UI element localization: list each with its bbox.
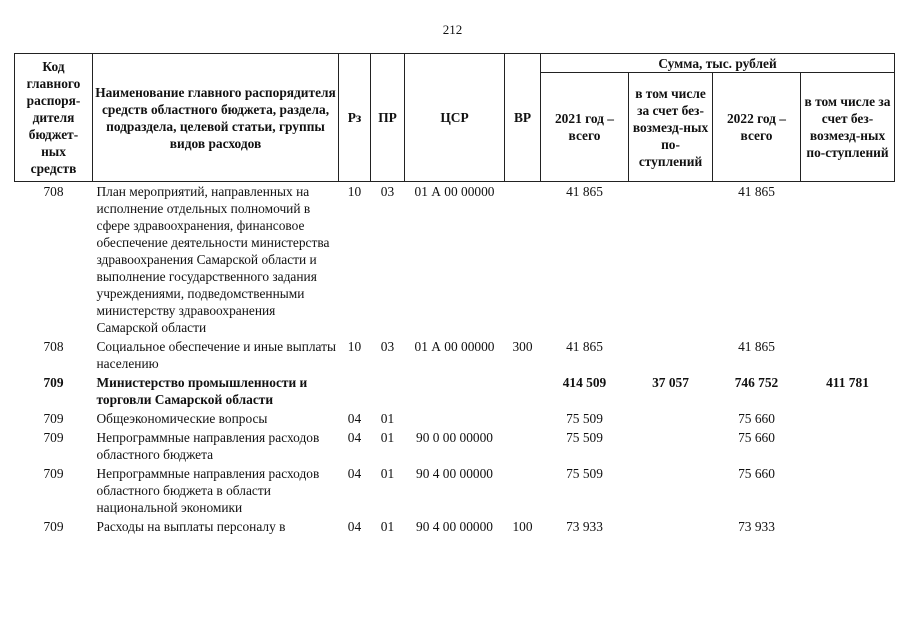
header-sum: Сумма, тыс. рублей bbox=[541, 54, 895, 73]
cell-2021-free bbox=[629, 516, 713, 535]
cell-2021-free bbox=[629, 336, 713, 372]
cell-csr: 90 0 00 00000 bbox=[416, 430, 493, 445]
cell-vr bbox=[505, 427, 541, 463]
table-row bbox=[15, 516, 895, 535]
cell-pr: 01 bbox=[380, 411, 395, 426]
cell-2022-total: 41 865 bbox=[738, 339, 775, 354]
cell-name: Непрограммные направления расходов областного бюджета bbox=[96, 430, 320, 462]
cell-pr: 03 bbox=[380, 339, 395, 354]
cell-2022-total: 41 865 bbox=[738, 184, 775, 199]
header-pr: ПР bbox=[371, 54, 405, 182]
cell-2022-free bbox=[801, 408, 895, 427]
cell-rz bbox=[339, 372, 371, 408]
cell-2022-free bbox=[801, 463, 895, 516]
header-name: Наименование главного распорядителя средств областного бюджета, раздела, подраздела, целевой статьи, группы видов расходов bbox=[93, 54, 339, 182]
cell-2021-total: 73 933 bbox=[566, 519, 603, 534]
cell-2022-total: 75 660 bbox=[738, 430, 775, 445]
header-2021-total: 2021 год – всего bbox=[541, 73, 629, 182]
table-row bbox=[15, 372, 895, 408]
cell-2021-total: 41 865 bbox=[566, 184, 603, 199]
cell-2022-free bbox=[801, 182, 895, 337]
cell-code: 709 bbox=[43, 466, 64, 481]
cell-rz: 10 bbox=[347, 184, 362, 199]
cell-2021-free bbox=[629, 182, 713, 337]
cell-vr: 300 bbox=[512, 339, 533, 354]
cell-name: Социальное обеспечение и иные выплаты населению bbox=[96, 339, 337, 371]
cell-rz: 04 bbox=[347, 430, 362, 445]
cell-2021-total: 75 509 bbox=[566, 466, 603, 481]
cell-2022-free bbox=[801, 516, 895, 535]
cell-2021-total: 75 509 bbox=[566, 411, 603, 426]
cell-rz: 04 bbox=[347, 519, 362, 534]
header-2022-total: 2022 год – всего bbox=[713, 73, 801, 182]
cell-2022-total: 73 933 bbox=[738, 519, 775, 534]
cell-2021-free: 37 057 bbox=[652, 375, 689, 390]
table-row bbox=[15, 336, 895, 372]
page-number: 212 bbox=[442, 22, 463, 37]
header-vr: ВР bbox=[505, 54, 541, 182]
cell-code: 709 bbox=[43, 519, 64, 534]
cell-csr bbox=[405, 408, 505, 427]
cell-vr bbox=[505, 408, 541, 427]
cell-csr: 90 4 00 00000 bbox=[416, 466, 493, 481]
cell-pr bbox=[371, 372, 405, 408]
cell-code: 708 bbox=[43, 184, 64, 199]
cell-2021-total: 75 509 bbox=[566, 430, 603, 445]
header-code: Код главного распоря-дителя бюджет-ных средств bbox=[15, 54, 93, 182]
cell-pr: 01 bbox=[380, 519, 395, 534]
header-2021-free: в том числе за счет без-возмезд-ных по-ступлений bbox=[629, 73, 713, 182]
header-csr: ЦСР bbox=[405, 54, 505, 182]
cell-csr: 90 4 00 00000 bbox=[416, 519, 493, 534]
cell-2021-free bbox=[629, 463, 713, 516]
cell-vr bbox=[505, 463, 541, 516]
table-row bbox=[15, 408, 895, 427]
cell-name: Непрограммные направления расходов областного бюджета в области национальной экономики bbox=[96, 466, 320, 515]
cell-vr: 100 bbox=[512, 519, 533, 534]
cell-name: Министерство промышленности и торговли Самарской области bbox=[96, 375, 308, 407]
header-2022-free: в том числе за счет без-возмезд-ных по-ступлений bbox=[801, 73, 895, 182]
table-header bbox=[15, 54, 895, 182]
cell-code: 708 bbox=[43, 339, 64, 354]
cell-csr: 01 А 00 00000 bbox=[414, 184, 495, 199]
cell-pr: 01 bbox=[380, 430, 395, 445]
cell-2021-total: 41 865 bbox=[566, 339, 603, 354]
table-row bbox=[15, 427, 895, 463]
cell-rz: 04 bbox=[347, 466, 362, 481]
header-rz: Рз bbox=[339, 54, 371, 182]
cell-name: Общеэкономические вопросы bbox=[96, 411, 268, 426]
cell-code: 709 bbox=[43, 411, 64, 426]
cell-vr bbox=[505, 182, 541, 337]
cell-2022-total: 746 752 bbox=[734, 375, 779, 390]
cell-2022-free bbox=[801, 427, 895, 463]
cell-2021-free bbox=[629, 408, 713, 427]
cell-rz: 04 bbox=[347, 411, 362, 426]
cell-pr: 01 bbox=[380, 466, 395, 481]
table-row bbox=[15, 182, 895, 337]
table-body bbox=[15, 182, 895, 536]
cell-name: План мероприятий, направленных на исполнение отдельных полномочий в сфере здравоохранения, финансовое обеспечение деятельности министерства здравоохранения Самарской области и выполнение государственного задания учреждениями, подведомственными министерству здравоохранения Самарской области bbox=[96, 184, 330, 335]
cell-2022-free: 411 781 bbox=[826, 375, 869, 390]
cell-2022-total: 75 660 bbox=[738, 466, 775, 481]
cell-vr bbox=[505, 372, 541, 408]
cell-code: 709 bbox=[43, 430, 64, 445]
cell-name: Расходы на выплаты персоналу в bbox=[96, 519, 286, 534]
table-row bbox=[15, 463, 895, 516]
cell-csr: 01 А 00 00000 bbox=[414, 339, 495, 354]
cell-code: 709 bbox=[43, 375, 64, 390]
cell-pr: 03 bbox=[380, 184, 395, 199]
cell-2021-free bbox=[629, 427, 713, 463]
cell-2022-free bbox=[801, 336, 895, 372]
cell-rz: 10 bbox=[347, 339, 362, 354]
cell-2021-total: 414 509 bbox=[562, 375, 607, 390]
cell-csr bbox=[405, 372, 505, 408]
cell-2022-total: 75 660 bbox=[738, 411, 775, 426]
budget-table bbox=[14, 53, 895, 535]
